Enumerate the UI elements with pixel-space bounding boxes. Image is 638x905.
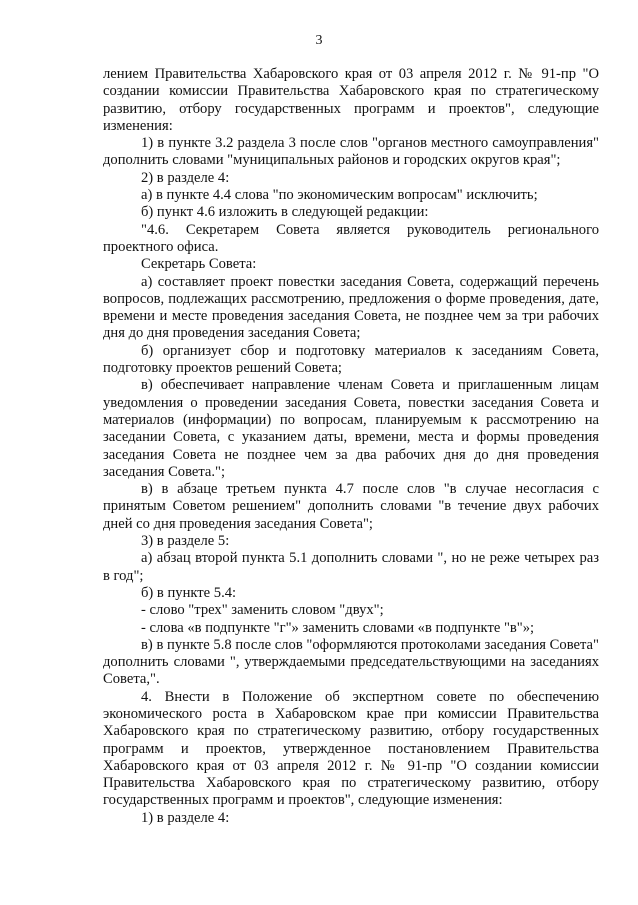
paragraph: 3) в разделе 5: bbox=[141, 533, 230, 550]
paragraph: лением Правительства Хабаровского края от 03 апреля 2012 г. № 91-пр "О создании комиссии Правительства Хабаровского края по стратегическому развитию, отбору государственных программ и проектов", следующие изменения: bbox=[103, 66, 599, 134]
paragraph: б) в пункте 5.4: bbox=[141, 584, 237, 601]
paragraph: а) составляет проект повестки заседания Совета, содержащий перечень вопросов, подлежащих рассмотрению, предложения о форме проведения, дате, времени и месте проведения заседания Совета, не позднее чем за три рабочих дня до дня проведения заседания Совета; bbox=[103, 273, 599, 342]
paragraph: Секретарь Совета: bbox=[141, 256, 257, 273]
paragraph: б) организует сбор и подготовку материалов к заседаниям Совета, подготовку проектов решений Совета; bbox=[103, 342, 599, 377]
paragraph: 4. Внести в Положение об экспертном совете по обеспечению экономического роста в Хабаровском крае при комиссии Правительства Хабаровского края по стратегическому развитию, отбору государственных программ и проектов, утвержденное постановлением Правительства Хабаровского края от 03 апреля 2012 г. № 91-пр "О создании комиссии Правительства Хабаровского края по стратегическому развитию, отбору государственных программ и проектов", следующие изменения: bbox=[103, 688, 599, 809]
paragraph: б) пункт 4.6 изложить в следующей редакции: bbox=[141, 204, 429, 221]
document-body bbox=[103, 66, 599, 827]
paragraph: 2) в разделе 4: bbox=[141, 169, 230, 186]
paragraph: а) в пункте 4.4 слова "по экономическим вопросам" исключить; bbox=[141, 187, 538, 204]
paragraph: - слово "трех" заменить словом "двух"; bbox=[141, 602, 384, 619]
paragraph: - слова «в подпункте "г"» заменить словами «в подпункте "в"»; bbox=[141, 619, 535, 636]
paragraph: 1) в разделе 4: bbox=[141, 809, 230, 826]
paragraph: в) в пункте 5.8 после слов "оформляются протоколами заседания Совета" дополнить словами ", утверждаемыми председательствующими на заседаниях Совета,". bbox=[103, 636, 599, 688]
paragraph: а) абзац второй пункта 5.1 дополнить словами ", но не реже четырех раз в год"; bbox=[103, 550, 599, 584]
paragraph: в) обеспечивает направление членам Совета и приглашенным лицам уведомления о проведении заседания Совета, повестки заседания Совета и материалов (информации) по вопросам, планируемым к рассмотрению на заседании Совета, с указанием даты, времени, места и формы проведения заседания Совета не позднее чем за два рабочих дня до дня проведения заседания Совета."; bbox=[103, 377, 599, 480]
paragraph: в) в абзаце третьем пункта 4.7 после слов "в случае несогласия с принятым Советом решением" дополнить словами "в течение двух рабочих дней со дня проведения заседания Совета"; bbox=[103, 481, 599, 532]
paragraph: "4.6. Секретарем Совета является руководитель регионального проектного офиса. bbox=[103, 221, 599, 255]
paragraph: 1) в пункте 3.2 раздела 3 после слов "органов местного самоуправления" дополнить словами "муниципальных районов и городских округов края"; bbox=[103, 135, 599, 169]
page-number: 3 bbox=[315, 33, 323, 48]
